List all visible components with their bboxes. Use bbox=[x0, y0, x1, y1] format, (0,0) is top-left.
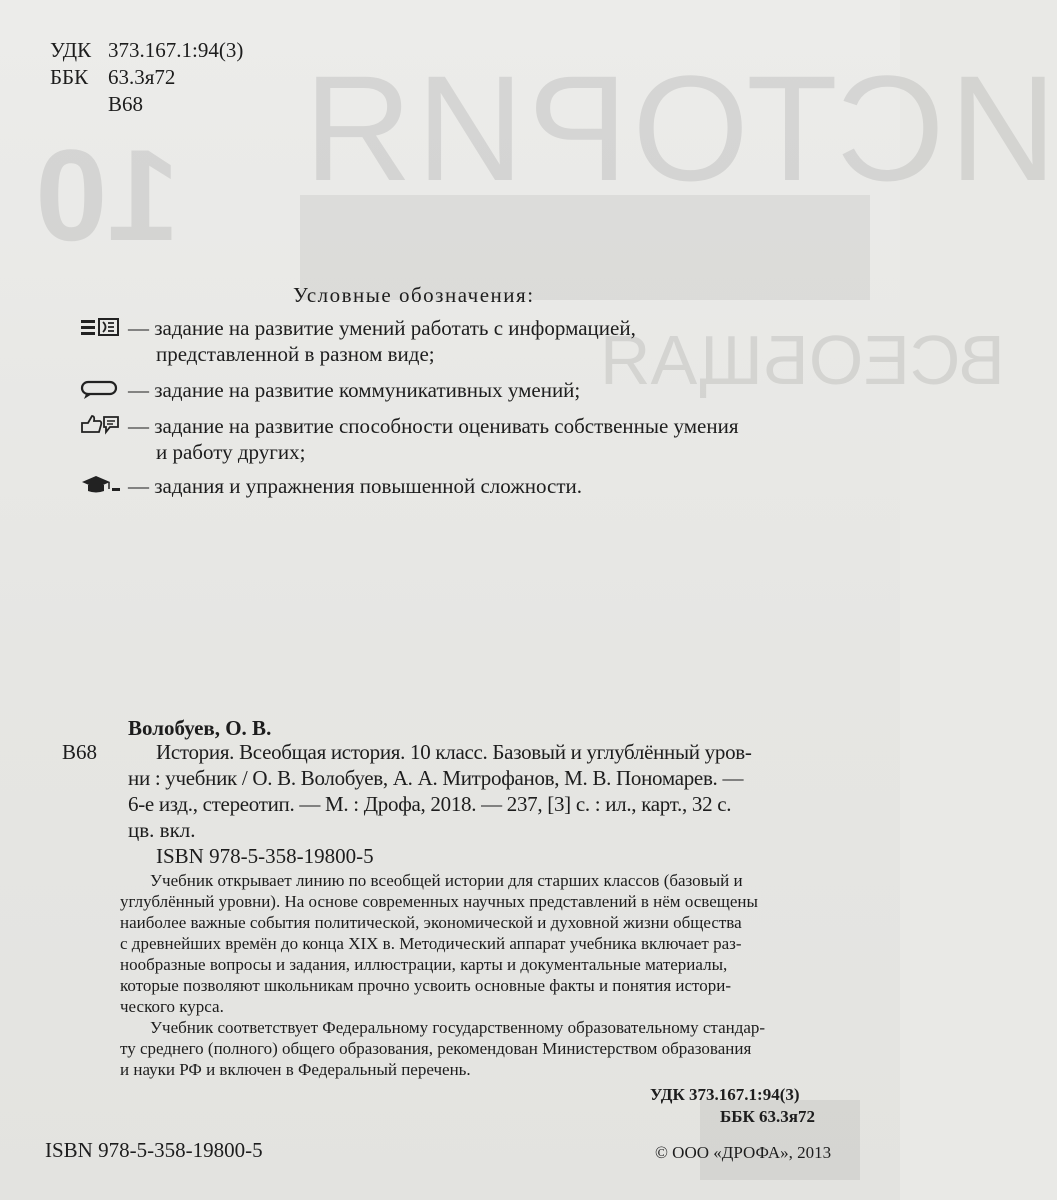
catalog-udk: УДК 373.167.1:94(3) bbox=[650, 1085, 800, 1104]
show-through-number: 10 bbox=[35, 122, 180, 268]
catalog-abstract-line-4: с древнейших времён до конца XIX в. Методический аппарат учебника включает раз- bbox=[120, 934, 742, 953]
thumbs-up-icon bbox=[80, 414, 120, 439]
catalog-bbk: ББК 63.3я72 bbox=[720, 1107, 816, 1126]
udk-label: УДК bbox=[50, 38, 92, 62]
catalog-abstract-line-8: Учебник соответствует Федеральному государственному образовательному стандар- bbox=[150, 1018, 766, 1037]
bbk-label: ББК bbox=[50, 65, 89, 89]
catalog-mark: В68 bbox=[62, 740, 98, 764]
show-through-subtitle: ВСЕОБЩАЯ bbox=[600, 321, 1005, 399]
legend-item-2-line-1: — задание на развитие коммуникативных умений; bbox=[128, 378, 581, 402]
legend-item-3-line-1: — задание на развитие способности оценивать собственные умения bbox=[128, 414, 739, 438]
catalog-description-line-4: цв. вкл. bbox=[128, 818, 196, 842]
legend-item-1-line-2: представленной в разном виде; bbox=[156, 342, 435, 366]
speech-bubble-icon bbox=[80, 380, 120, 405]
book-open-icon bbox=[80, 318, 120, 341]
catalog-abstract-line-9: ту среднего (полного) общего образования, рекомендован Министерством образования bbox=[120, 1039, 752, 1058]
footer-isbn: ISBN 978-5-358-19800-5 bbox=[45, 1138, 263, 1162]
bbk-value: 63.3я72 bbox=[108, 65, 176, 89]
legend-item-4-line-1: — задания и упражнения повышенной сложности. bbox=[128, 474, 583, 498]
legend-item-1-line-1: — задание на развитие умений работать с информацией, bbox=[128, 316, 636, 340]
footer-copyright: © ООО «ДРОФА», 2013 bbox=[655, 1143, 832, 1162]
catalog-abstract-line-3: наиболее важные события политической, экономической и духовной жизни общества bbox=[120, 913, 742, 932]
catalog-abstract-line-10: и науки РФ и включен в Федеральный перечень. bbox=[120, 1060, 471, 1079]
catalog-description-line-2: ни : учебник / О. В. Волобуев, А. А. Митрофанов, М. В. Пономарев. — bbox=[128, 766, 744, 790]
catalog-abstract-line-6: которые позволяют школьникам прочно усвоить основные факты и понятия истори- bbox=[120, 976, 732, 995]
udk-value: 373.167.1:94(3) bbox=[108, 38, 244, 62]
catalog-description-line-3: 6-е изд., стереотип. — М. : Дрофа, 2018. — 237, [3] с. : ил., карт., 32 с. bbox=[128, 792, 732, 816]
show-through-title: ИСТОРИЯ bbox=[300, 44, 1057, 212]
author-mark: В68 bbox=[108, 92, 144, 116]
graduation-cap-icon bbox=[80, 474, 122, 499]
catalog-abstract-line-7: ческого курса. bbox=[120, 997, 224, 1016]
catalog-author-heading: Волобуев, О. В. bbox=[128, 716, 272, 740]
legend-item-3-line-2: и работу других; bbox=[156, 440, 306, 464]
catalog-description-line-1: История. Всеобщая история. 10 класс. Базовый и углублённый уров- bbox=[156, 740, 752, 764]
catalog-abstract-line-2: углублённый уровни). На основе современных научных представлений в нём освещены bbox=[120, 892, 758, 911]
legend-title: Условные обозначения: bbox=[293, 283, 535, 307]
catalog-isbn: ISBN 978-5-358-19800-5 bbox=[156, 844, 374, 868]
catalog-abstract-line-1: Учебник открывает линию по всеобщей истории для старших классов (базовый и bbox=[150, 871, 743, 890]
catalog-abstract-line-5: нообразные вопросы и задания, иллюстрации, карты и документальные материалы, bbox=[120, 955, 728, 974]
